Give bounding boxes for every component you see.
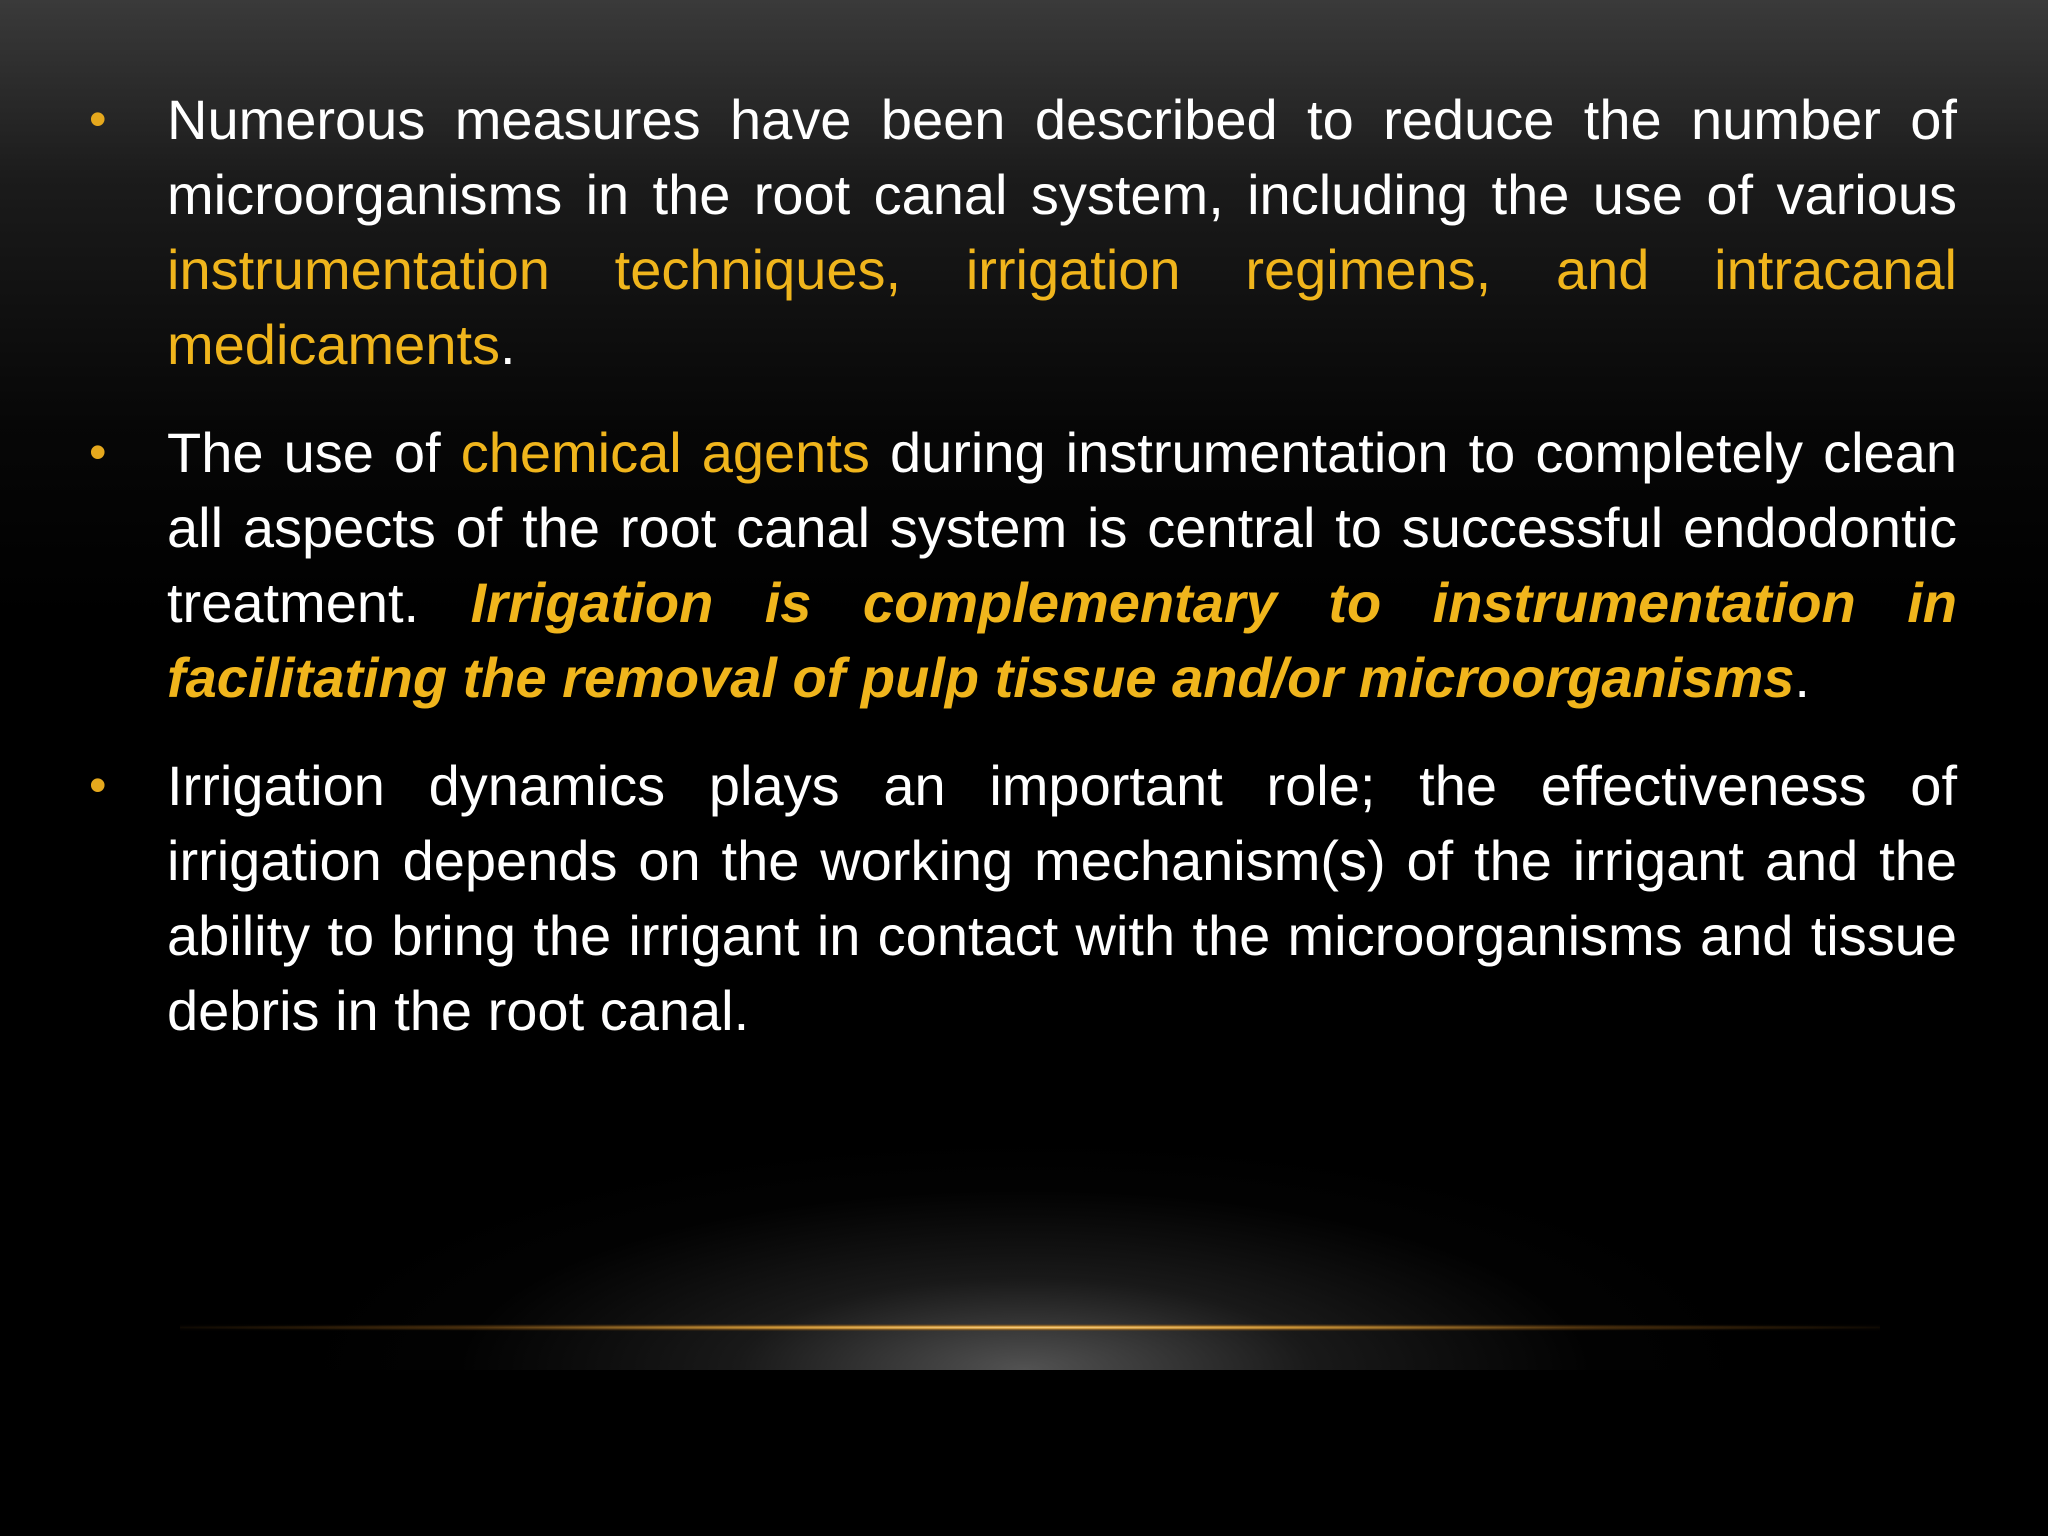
bullet-item-3	[89, 748, 1957, 1048]
bullet-text: .	[500, 313, 516, 376]
bullet-text: during instrumentation to completely clean all aspects of the root canal system is central to successful endodontic treatment.	[167, 421, 1957, 634]
bullet-text: Irrigation dynamics plays an important role; the effectiveness of irrigation depends on the working mechanism(s) of the irrigant and the ability to bring the irrigant in contact with the microorganisms and tissue debris in the root canal.	[167, 754, 1957, 1042]
bullet-text: .	[1794, 646, 1810, 709]
bullet-icon: •	[89, 424, 107, 480]
bullet-icon: •	[89, 91, 107, 147]
bullet-emphasis: Irrigation is complementary to instrumentation in facilitating the removal of pulp tissue and/or microorganisms	[167, 571, 1958, 709]
background-glow	[300, 1140, 1750, 1370]
horizon-light-line	[180, 1324, 1880, 1331]
bullet-text: Numerous measures have been described to reduce the number of microorganisms in the root canal system, including the use of various	[167, 88, 1957, 226]
bullet-item-1	[89, 82, 1957, 382]
bullet-highlight: instrumentation techniques, irrigation regimens, and intracanal medicaments	[167, 238, 1957, 376]
bullet-text: The use of	[167, 421, 461, 484]
bullet-item-2	[89, 415, 1958, 715]
bullet-icon: •	[89, 757, 107, 813]
bullet-highlight: chemical agents	[460, 421, 870, 484]
